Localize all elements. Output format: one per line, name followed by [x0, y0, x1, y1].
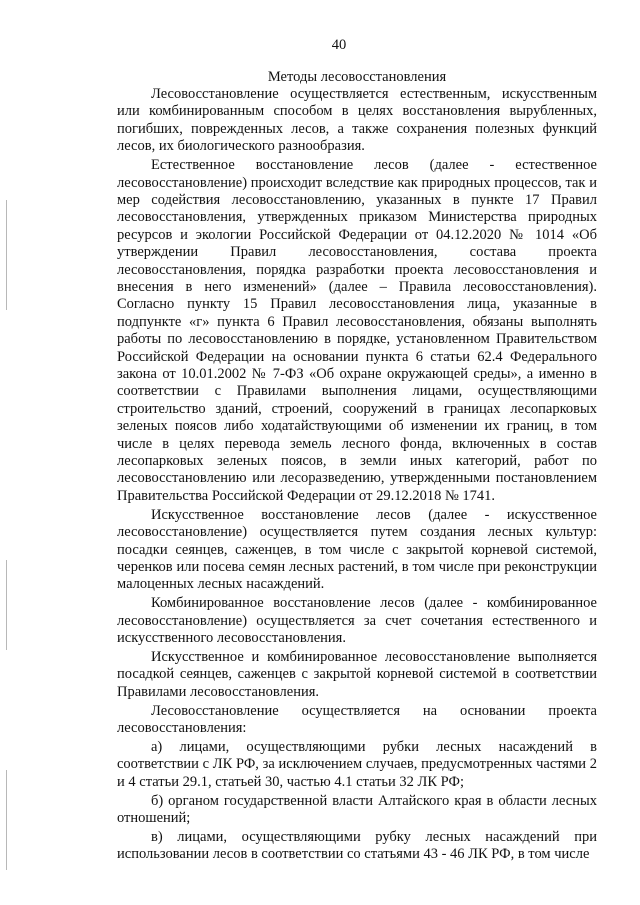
list-item: б) органом государственной власти Алтайского края в области лесных отношений;	[117, 792, 597, 827]
paragraph: Лесовосстановление осуществляется на основании проекта лесовосстановления:	[117, 702, 597, 737]
document-page	[117, 36, 597, 864]
paragraph: Естественное восстановление лесов (далее - естественное лесовосстановление) происходит вследствие как природных процессов, так и мер содействия лесовосстановлению, указанных в пункте 17 Правил лесовосстановления, утвержденных приказом Министерства природных ресурсов и экологии Российской Федерации от 04.12.2020 № 1014 «Об утверждении Правил лесовосстановления, состава проекта лесовосстановления, порядка разработки проекта лесовосстановления и внесения в него изменений» (далее – Правила лесовосстановления). Согласно пункту 15 Правил лесовосстановления лица, указанные в подпункте «г» пункта 6 Правил лесовосстановления, обязаны выполнять работы по лесовосстановлению в порядке, установленном Правительством Российской Федерации на основании пункта 6 статьи 62.4 Федерального закона от 10.01.2002 № 7-ФЗ «Об охране окружающей среды», а именно в соответствии с Правилами выполнения лицами, осуществляющими строительство зданий, строений, сооружений в границах лесопарковых зеленых поясов либо ходатайствующими об изменении их границ, в том числе в целях перевода земель лесного фонда, включенных в состав лесопарковых зеленых поясов, в земли иных категорий, работ по лесовосстановлению или лесоразведению, утвержденными постановлением Правительства Российской Федерации от 29.12.2018 № 1741.	[117, 157, 597, 504]
paragraph: Лесовосстановление осуществляется естественным, искусственным или комбинированным способом в целях восстановления вырубленных, погибших, поврежденных лесов, а также сохранения полезных функций лесов, их биологического разнообразия.	[117, 86, 597, 155]
scan-edge-mark	[6, 560, 7, 650]
list-item: в) лицами, осуществляющими рубку лесных насаждений при использовании лесов в соответствии со статьями 43 - 46 ЛК РФ, в том числе	[117, 829, 597, 863]
scan-edge-mark	[6, 770, 7, 870]
scan-edge-mark	[6, 200, 7, 310]
list-item: а) лицами, осуществляющими рубки лесных насаждений в соответствии с ЛК РФ, за исключением случаев, предусмотренных частями 2 и 4 статьи 29.1, статьей 30, частью 4.1 статьи 32 ЛК РФ;	[117, 739, 597, 790]
paragraph: Комбинированное восстановление лесов (далее - комбинированное лесовосстановление) осуществляется за счет сочетания естественного и искусственного лесовосстановления.	[117, 595, 597, 647]
section-heading: Методы лесовосстановления	[267, 69, 447, 85]
paragraph: Искусственное и комбинированное лесовосстановление выполняется посадкой сеянцев, саженцев с закрытой корневой системой в соответствии Правилами лесовосстановления.	[117, 649, 597, 700]
paragraph: Искусственное восстановление лесов (далее - искусственное лесовосстановление) осуществляется путем создания лесных культур: посадки сеянцев, саженцев, в том числе с закрытой корневой системой, черенков или посева семян лесных растений, в том числе при реконструкции малоценных лесных насаждений.	[117, 506, 597, 593]
page-number: 40	[331, 37, 347, 53]
